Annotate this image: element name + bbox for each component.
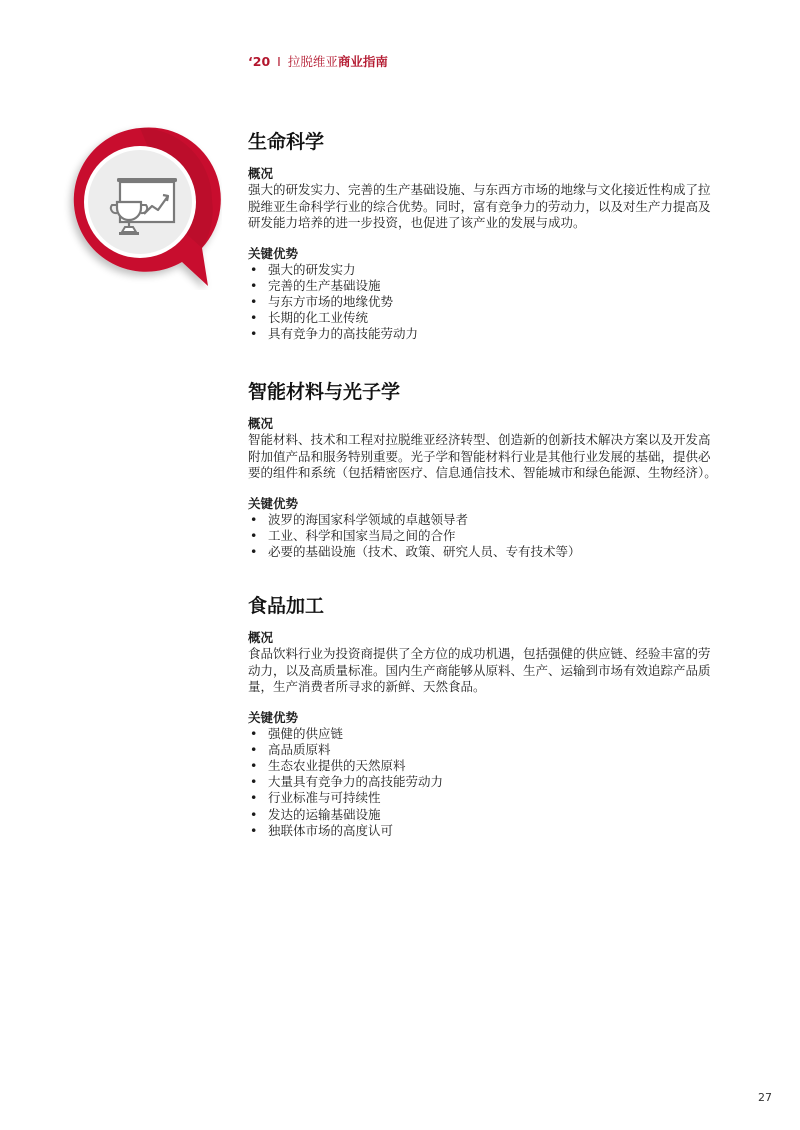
overview-heading: 概况: [248, 166, 274, 181]
advantages-heading: 关键优势: [248, 495, 299, 511]
overview-line: 量，生产消费者所寻求的新鲜、天然食品。: [248, 679, 486, 694]
list-item: • 长期的化工业传统: [248, 310, 740, 326]
overview-heading: 概况: [248, 416, 274, 431]
list-item: • 具有竞争力的高技能劳动力: [248, 326, 740, 342]
overview-heading: 概况: [248, 630, 274, 645]
list-item: • 完善的生产基础设施: [248, 278, 740, 294]
advantages-list: [248, 262, 740, 343]
header-year: ‘20: [248, 54, 271, 69]
section-title: 生命科学: [248, 131, 325, 153]
overview-line: 强大的研发实力、完善的生产基础设施、与东西方市场的地缘与文化接近性构成了拉: [248, 182, 711, 197]
header-guide: 商业指南: [337, 54, 388, 69]
section-smart-materials: [248, 380, 740, 560]
section-title: 食品加工: [248, 595, 325, 617]
list-item: • 强大的研发实力: [248, 262, 740, 278]
page-number: 27: [758, 1091, 772, 1104]
advantages-list: [248, 512, 740, 561]
header-separator: I: [277, 54, 281, 69]
overview-line: 脱维亚生命科学行业的综合优势。同时，富有竞争力的劳动力，以及对生产力提高及: [248, 198, 711, 214]
section-title: 智能材料与光子学: [248, 381, 401, 403]
list-item: • 大量具有竞争力的高技能劳动力: [248, 774, 740, 790]
section-life-sciences: [248, 130, 740, 343]
advantages-list: [248, 726, 740, 839]
presentation-trophy-icon: [62, 120, 222, 290]
section-food-processing: [248, 594, 740, 839]
list-item: • 高品质原料: [248, 742, 740, 758]
overview-line: 要的组件和系统（包括精密医疗、信息通信技术、智能城市和绿色能源、生物经济）。: [248, 465, 717, 480]
advantages-heading: 关键优势: [248, 709, 299, 725]
list-item: • 波罗的海国家科学领域的卓越领导者: [248, 512, 740, 528]
list-item: • 发达的运输基础设施: [248, 807, 740, 823]
header-country: 拉脱维亚: [287, 54, 338, 69]
overview-line: 食品饮料行业为投资商提供了全方位的成功机遇，包括强健的供应链、经验丰富的劳: [248, 646, 711, 661]
list-item: • 行业标准与可持续性: [248, 790, 740, 806]
overview-line: 智能材料、技术和工程对拉脱维亚经济转型、创造新的创新技术解决方案以及开发高: [248, 432, 711, 447]
overview-line: 附加值产品和服务特别重要。光子学和智能材料行业是其他行业发展的基础，提供必: [248, 448, 711, 464]
overview-line: 动力，以及高质量标准。国内生产商能够从原料、生产、运输到市场有效追踪产品质: [248, 662, 711, 678]
page-header: [248, 54, 388, 70]
list-item: • 生态农业提供的天然原料: [248, 758, 740, 774]
list-item: • 必要的基础设施（技术、政策、研究人员、专有技术等）: [248, 544, 740, 560]
list-item: • 工业、科学和国家当局之间的合作: [248, 528, 740, 544]
advantages-heading: 关键优势: [248, 245, 299, 261]
list-item: • 强健的供应链: [248, 726, 740, 742]
list-item: • 与东方市场的地缘优势: [248, 294, 740, 310]
overview-line: 研发能力培养的进一步投资，也促进了该产业的发展与成功。: [248, 215, 586, 230]
list-item: • 独联体市场的高度认可: [248, 823, 740, 839]
